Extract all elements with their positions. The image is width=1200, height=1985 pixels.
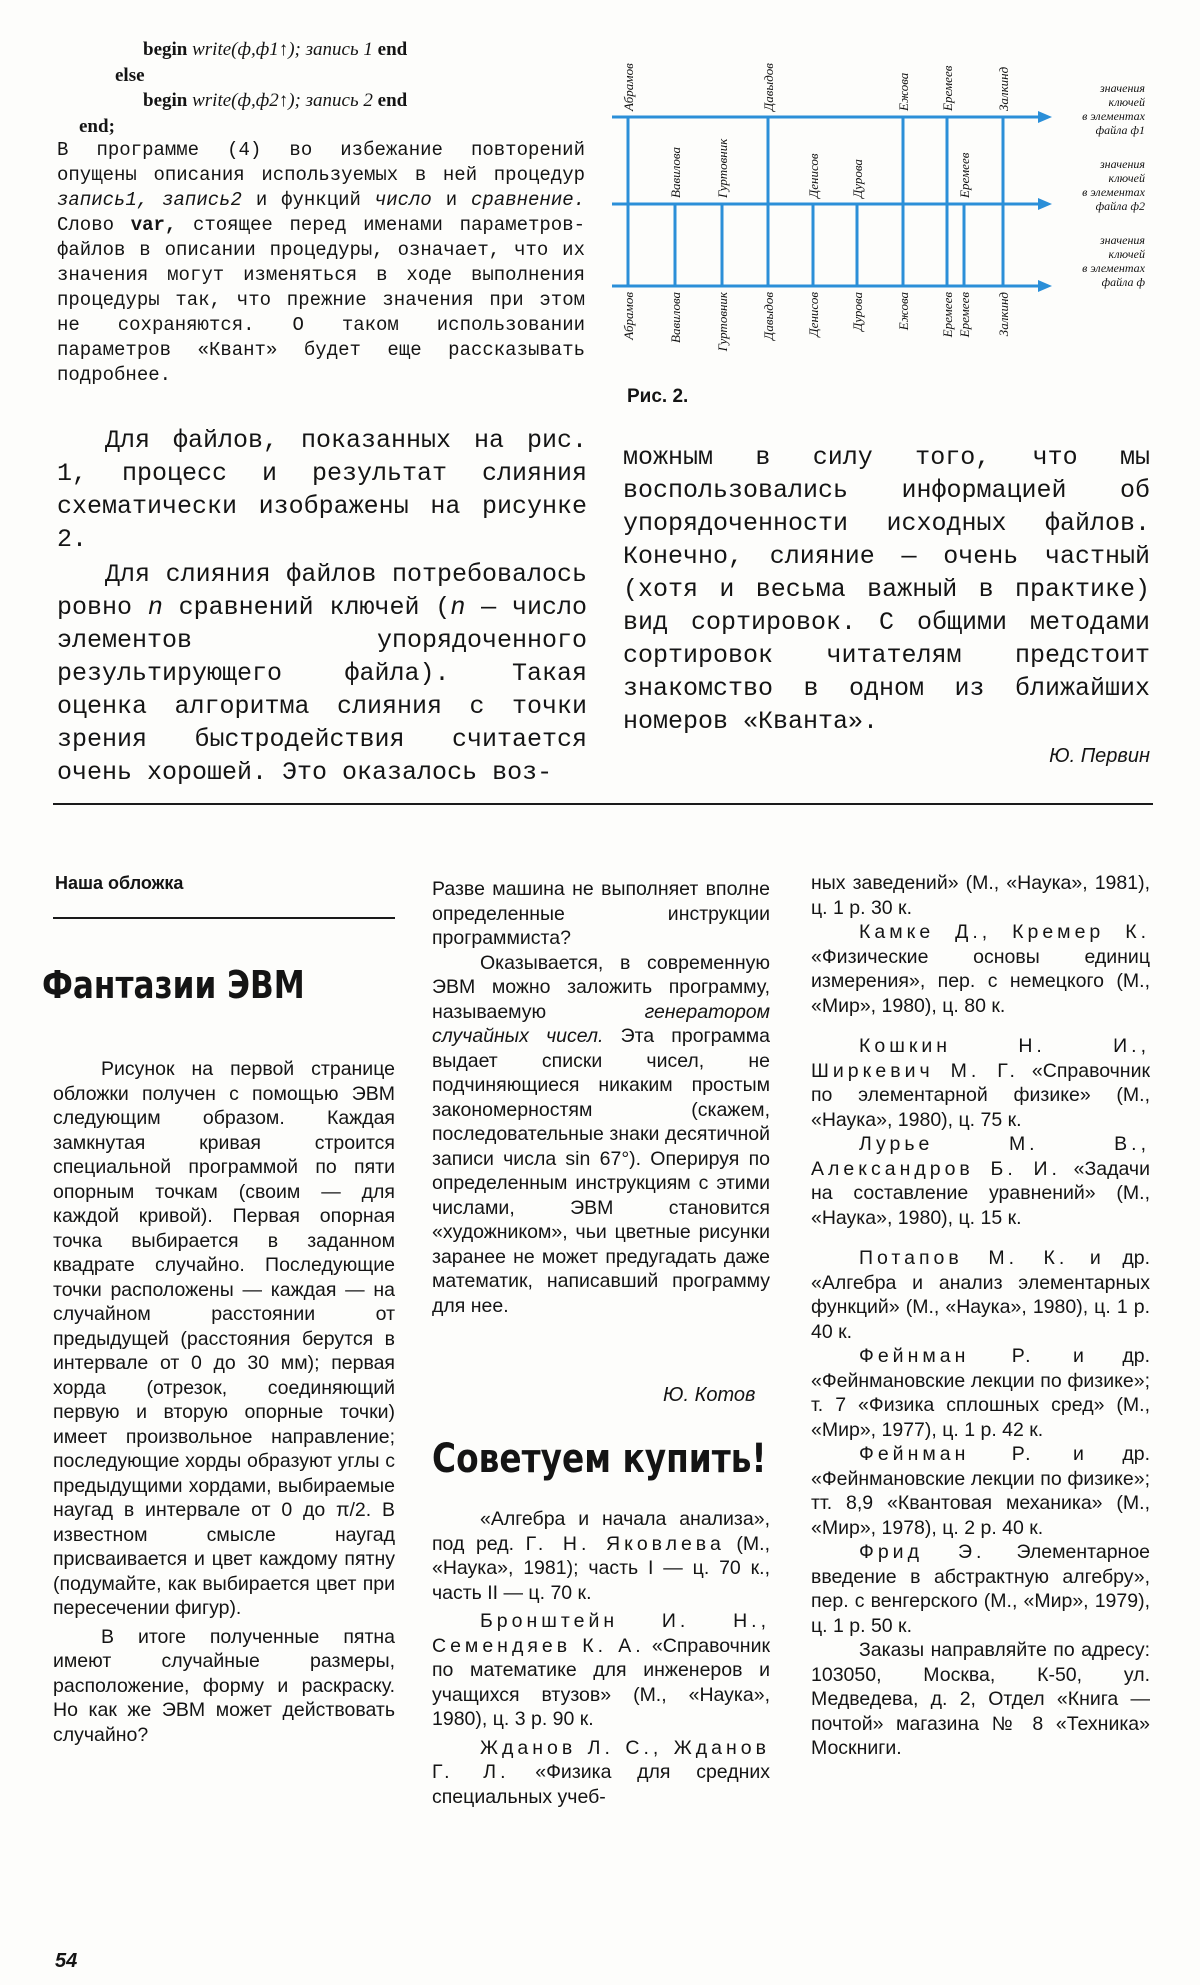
figure-merge-diagram bbox=[600, 30, 1160, 375]
code-call: write(ф,ф2↑); bbox=[192, 90, 301, 111]
legend-text: значения bbox=[1099, 81, 1145, 95]
code-keyword: begin bbox=[143, 39, 188, 60]
key-label: Еремеев bbox=[940, 65, 955, 111]
key-label: Денисов bbox=[806, 292, 821, 337]
buy-list-col3: ных заведений» (М., «Наука», 1981), ц. 1 р. 30 к. Камке Д., Кремер К. «Физические основы единиц измерения», пер. с немецкого (М., «Мир», 1980), ц. 80 к. Кошкин Н. И., Ширкевич М. Г. «Справочник по элементарной физике» (М., «Наука», 1980), ц. 75 к. Лурье М. В., Александров Б. И. «Задачи на составление уравнений» (М., «Наука», 1980), ц. 15 к. Потапов М. К. и др. «Алгебра и анализ элементарных функций» (М., «Наука», 1980), ц. 1 р. 40 к. Фейнман Р. и др. «Фейнмановские лекции по физике»; т. 7 «Физика сплошных сред» (М., «Мир», 1977), ц. 1 р. 42 к. Фейнман Р. и др. «Фейнмановские лекции по физике»; тт. 8,9 «Квантовая механика» (М., «Мир», 1978), ц. 2 р. 40 к. Фрид Э. Элементарное введение в абстрактную алгебру», пер. с венгерского (М., «Мир», 1979), ц. 1 р. 50 к. Заказы направляйте по адресу: 103050, Москва, К-50, ул. Медведева, д. 2, Отдел «Книга — почтой» магазина № 8 «Техника» Москниги. bbox=[811, 872, 1151, 1759]
cover-article-col1: Рисунок на первой странице обложки получен с помощью ЭВМ следующим образом. Каждая замкнутая кривая строится специальной программой по пяти опорным точкам (своим — для каждой кривой). Первая опорная точка выбирается в заданном квадрате случайно. Последующие точки расположены — каждая — на случайном расстоянии от предыдущей (расстояния берутся в интервале от 0 до 30 мм); первая хорда (отрезок, соединяющий первую и вторую опорные точки) имеет произвольное направление; последующие хорды образуют углы с предыдущими хордами, выбираемые наугад в интервале от 0 до π/2. В известном смысле наугад присваивается и цвет каждому пятну (подумайте, как выбирается цвет при пересечении фигур). В итоге полученные пятна имеют случайные размеры, расположение, форму и раскраску. Но как же ЭВМ может действовать случайно? bbox=[53, 1058, 395, 1746]
key-label: Залкинд bbox=[996, 292, 1011, 337]
key-label: Абрамов bbox=[621, 292, 636, 340]
legend-text: значения bbox=[1099, 157, 1145, 171]
key-label: Ежова bbox=[896, 72, 911, 111]
legend-text: файла ф1 bbox=[1095, 123, 1145, 137]
section-label: Наша обложка bbox=[55, 873, 184, 893]
legend-text: ключей bbox=[1108, 95, 1145, 109]
code-label: запись 2 bbox=[305, 90, 373, 111]
code-keyword: end bbox=[377, 39, 408, 60]
page-number: 54 bbox=[55, 1950, 78, 1972]
legend-text: в элементах bbox=[1082, 185, 1145, 199]
code-label: запись 1 bbox=[305, 39, 373, 60]
code-line-4: end; bbox=[79, 116, 115, 137]
code-line-2: else bbox=[115, 65, 145, 86]
code-keyword: begin bbox=[143, 90, 188, 111]
article-title: Фантазии ЭВМ bbox=[42, 963, 305, 1007]
legend-text: значения bbox=[1099, 233, 1145, 247]
legend-text: файла ф2 bbox=[1095, 199, 1145, 213]
key-label: Гуртовник bbox=[715, 292, 730, 352]
intro-paragraph-2: Для файлов, показанных на рис. 1, процесс и результат слияния схематически изображены на рисунке 2. Для слияния файлов потребовалось ровно n сравнений ключей (n — число элементов упорядоченного результирующего файла). Такая оценка алгоритма слияния с точки зрения быстродействия считается очень хорошей. Это оказалось воз- bbox=[57, 426, 587, 787]
legend-text: ключей bbox=[1108, 171, 1145, 185]
key-label: Денисов bbox=[806, 153, 821, 198]
key-label: Гуртовник bbox=[715, 138, 730, 198]
author-pervin: Ю. Первин bbox=[1049, 745, 1150, 767]
key-label: Дурова bbox=[850, 292, 865, 331]
key-label: Еремеев bbox=[940, 292, 955, 338]
legend-text: в элементах bbox=[1082, 109, 1145, 123]
key-label: Залкинд bbox=[996, 66, 1011, 111]
legend-text: файла ф bbox=[1101, 275, 1145, 289]
key-label: Еремеев bbox=[957, 292, 972, 338]
key-label: Вавилова bbox=[668, 147, 683, 198]
author-kotov: Ю. Котов bbox=[663, 1384, 756, 1406]
arrow-head bbox=[1038, 280, 1052, 292]
cover-article-col2: Разве машина не выполняет вполне определенные инструкции программиста? Оказывается, в современную ЭВМ можно заложить программу, называемую генератором случайных чисел. Эта программа выдает списки чисел, не подчиняющиеся никаким простым закономерностям (скажем, последовательные знаки десятичной записи числа sin 67°). Оперируя по определенным инструкциям с этими числами, ЭВМ становится «художником», чьи цветные рисунки заранее не может предугадать даже математик, написавший программу для нее. bbox=[432, 878, 771, 1317]
code-keyword: end bbox=[377, 90, 408, 111]
arrow-head bbox=[1038, 111, 1052, 123]
intro-paragraph: В программе (4) во избежание повторений опущены описания используемых в ней процедур запись1, запись2 и функций число и сравнение. Слово var, стоящее перед именами параметров-файлов в описании процедуры, означает, что их значения могут изменяться в ходе выполнения процедуры так, что прежние значения при этом не сохраняются. О таком использовании параметров «Квант» будет еще рассказывать подробнее. bbox=[57, 139, 586, 386]
section-underline bbox=[53, 917, 395, 919]
code-line-1 bbox=[143, 37, 407, 63]
arrow-head bbox=[1038, 198, 1052, 210]
legend-text: в элементах bbox=[1082, 261, 1145, 275]
key-label: Вавилова bbox=[668, 292, 683, 343]
section-divider bbox=[53, 803, 1153, 805]
figure-caption: Рис. 2. bbox=[627, 386, 689, 407]
buy-title: Советуем купить! bbox=[432, 1436, 767, 1482]
key-label: Давыдов bbox=[761, 63, 776, 111]
key-label: Давыдов bbox=[761, 292, 776, 340]
key-label: Ежова bbox=[896, 292, 911, 331]
code-call: write(ф,ф1↑); bbox=[192, 39, 301, 60]
legend-text: ключей bbox=[1108, 247, 1145, 261]
buy-list-col2: «Алгебра и начала анализа», под ред. Г. Н. Яковлева (М., «Наука», 1981); часть I — ц. 70 к., часть II — ц. 70 к. Бронштейн И. Н., Семендяев К. А. «Справочник по математике для инженеров и учащихся втузов» (М., «Наука», 1980), ц. 3 р. 90 к. Жданов Л. С., Жданов Г. Л. «Физика для средних специальных учеб- bbox=[432, 1508, 770, 1808]
key-label: Дурова bbox=[850, 159, 865, 198]
code-line-3 bbox=[143, 88, 407, 114]
key-label: Еремеев bbox=[957, 152, 972, 198]
intro-paragraph-right: можным в силу того, что мы воспользовались информацией об упорядоченности исходных файлов. Конечно, слияние — очень частный (хотя и весьма важный в практике) вид сортировок. С общими методами сортировок читателям предстоит знакомство в одном из ближайших номеров «Кванта». bbox=[623, 443, 1150, 736]
key-label: Абрамов bbox=[621, 63, 636, 111]
